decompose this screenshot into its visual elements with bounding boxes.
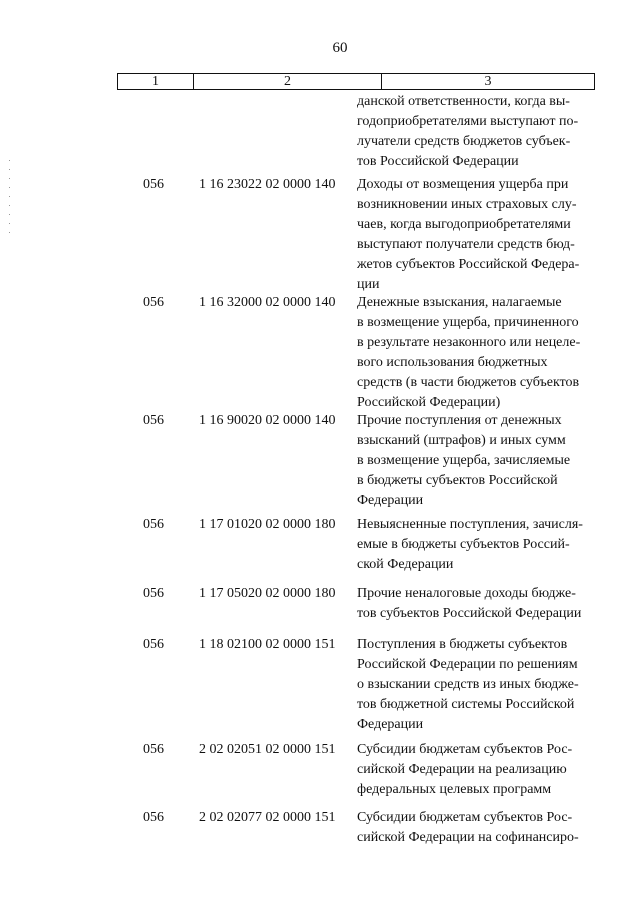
table-header <box>117 73 595 90</box>
description-line: жетов субъектов Российской Федера- <box>357 257 580 272</box>
row-kbk-code: 1 16 32000 02 0000 140 <box>199 295 336 310</box>
description-line: Доходы от возмещения ущерба при <box>357 177 569 192</box>
row-admin-code: 056 <box>143 637 164 652</box>
description-line: возникновении иных страховых слу- <box>357 197 577 212</box>
description-line: в возмещение ущерба, зачисляемые <box>357 453 571 468</box>
description-line: в результате незаконного или нецеле- <box>357 335 581 350</box>
description-line: в бюджеты субъектов Российской <box>357 473 558 488</box>
description-line: тов субъектов Российской Федерации <box>357 606 582 621</box>
row-admin-code: 056 <box>143 517 164 532</box>
row-description <box>357 92 595 172</box>
description-line: взысканий (штрафов) и иных сумм <box>357 433 566 448</box>
row-kbk-code: 1 18 02100 02 0000 151 <box>199 637 336 652</box>
description-line: тов бюджетной системы Российской <box>357 697 575 712</box>
description-line: емые в бюджеты субъектов Россий- <box>357 537 570 552</box>
row-description <box>357 808 595 848</box>
description-line: Субсидии бюджетам субъектов Рос- <box>357 810 573 825</box>
description-line: Прочие поступления от денежных <box>357 413 562 428</box>
row-description <box>357 740 595 800</box>
description-line: средств (в части бюджетов субъектов <box>357 375 580 390</box>
description-line: Российской Федерации по решениям <box>357 657 578 672</box>
description-line: Федерации <box>357 717 424 732</box>
description-line: в возмещение ущерба, причиненного <box>357 315 579 330</box>
row-description <box>357 584 595 624</box>
description-line: сийской Федерации на софинансиро- <box>357 830 579 845</box>
description-line: данской ответственности, когда вы- <box>357 94 570 109</box>
description-line: Денежные взыскания, налагаемые <box>357 295 562 310</box>
description-line: выступают получатели средств бюд- <box>357 237 575 252</box>
description-line: чаев, когда выгодоприобретателями <box>357 217 571 232</box>
row-description <box>357 293 595 413</box>
description-line: ской Федерации <box>357 557 454 572</box>
header-col-3: 3 <box>484 74 492 89</box>
row-admin-code: 056 <box>143 413 164 428</box>
row-admin-code: 056 <box>143 177 164 192</box>
page-number: 60 <box>332 40 348 56</box>
description-line: федеральных целевых программ <box>357 782 552 797</box>
header-col-1: 1 <box>118 74 194 89</box>
description-line: Субсидии бюджетам субъектов Рос- <box>357 742 573 757</box>
description-line: сийской Федерации на реализацию <box>357 762 567 777</box>
row-admin-code: 056 <box>143 810 164 825</box>
row-kbk-code: 2 02 02077 02 0000 151 <box>199 810 336 825</box>
row-description <box>357 515 595 575</box>
row-admin-code: 056 <box>143 742 164 757</box>
row-description <box>357 635 595 735</box>
description-line: Федерации <box>357 493 424 508</box>
description-line: лучатели средств бюджетов субъек- <box>357 134 571 149</box>
row-admin-code: 056 <box>143 295 164 310</box>
description-line: Прочие неналоговые доходы бюдже- <box>357 586 576 601</box>
row-kbk-code: 1 17 01020 02 0000 180 <box>199 517 336 532</box>
description-line: вого использования бюджетных <box>357 355 548 370</box>
description-line: годоприобретателями выступают по- <box>357 114 579 129</box>
description-line: Российской Федерации) <box>357 395 501 410</box>
binding-margin-marks <box>9 160 11 250</box>
row-kbk-code: 1 17 05020 02 0000 180 <box>199 586 336 601</box>
description-line: о взыскании средств из иных бюдже- <box>357 677 579 692</box>
row-kbk-code: 1 16 90020 02 0000 140 <box>199 413 336 428</box>
row-admin-code: 056 <box>143 586 164 601</box>
header-col-2: 2 <box>194 74 382 89</box>
description-line: тов Российской Федерации <box>357 154 519 169</box>
row-description <box>357 411 595 511</box>
row-kbk-code: 2 02 02051 02 0000 151 <box>199 742 336 757</box>
row-description <box>357 175 595 295</box>
description-line: Поступления в бюджеты субъектов <box>357 637 568 652</box>
description-line: Невыясненные поступления, зачисля- <box>357 517 583 532</box>
description-line: ции <box>357 277 380 292</box>
row-kbk-code: 1 16 23022 02 0000 140 <box>199 177 336 192</box>
